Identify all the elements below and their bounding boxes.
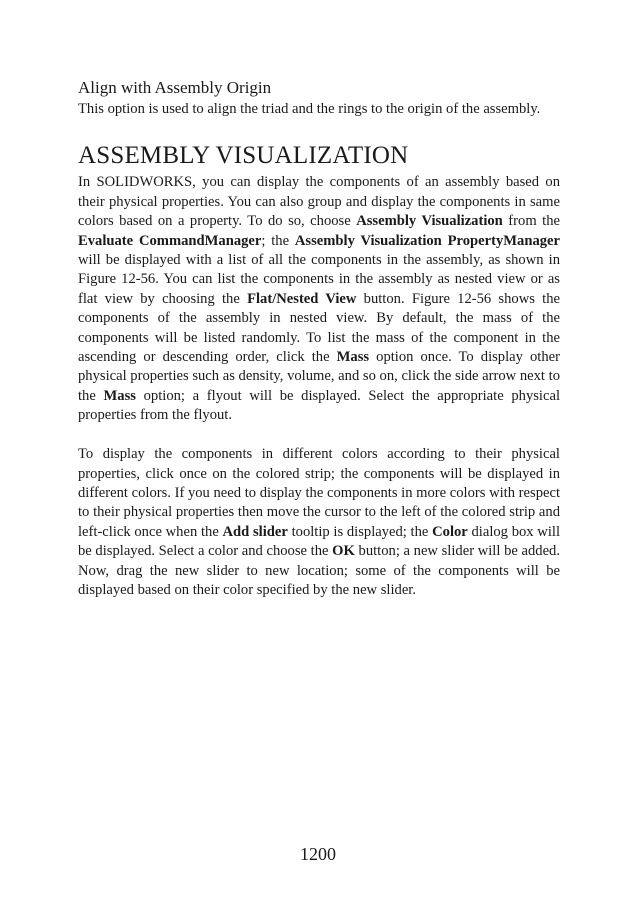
page-number: 1200 — [300, 844, 336, 864]
text-run: from the — [502, 213, 560, 230]
bold-term: Assembly Visualization — [356, 213, 503, 230]
text-run: dialog box will be displayed. Select a color and choose the — [78, 523, 560, 560]
bold-term: OK — [332, 543, 355, 560]
bold-term: Add slider — [222, 523, 288, 540]
paragraph-2 — [78, 445, 560, 600]
subsection-title: Align with Assembly Origin — [78, 78, 272, 97]
section-heading: ASSEMBLY VISUALIZATION — [78, 142, 409, 170]
text-run: button; a new slider will be added. Now, drag the new slider to new location; some of the components will be displayed based on their color specified by the new slider. — [78, 543, 560, 599]
bold-term: Flat/Nested View — [247, 290, 357, 307]
page-content — [78, 76, 560, 600]
text-run: In SOLIDWORKS, you can display the components of an assembly based on their physical properties. You can also group and display the components in same colors based on a property. To do so, choose — [78, 174, 560, 230]
bold-term: Evaluate CommandManager — [78, 232, 262, 249]
text-run: ; the — [261, 232, 295, 249]
bold-term: Mass — [103, 387, 136, 404]
text-run: button. Figure 12-56 shows the components of the assembly in nested view. By default, the mass of the components will be listed randomly. To list the mass of the component in the ascending or descending order, click the — [78, 290, 560, 366]
paragraph-gap — [78, 426, 560, 446]
bold-term: Assembly Visualization PropertyManager — [294, 232, 560, 249]
text-run: option; a flyout will be displayed. Select the appropriate physical properties from the flyout. — [78, 387, 560, 424]
text-run: tooltip is displayed; the — [287, 523, 433, 540]
bold-term: Mass — [336, 349, 370, 366]
subsection-body: This option is used to align the triad and the rings to the origin of the assembly. — [78, 101, 541, 117]
text-run: will be displayed with a list of all the components in the assembly, as shown in Figure 12-56. You can list the components in the assembly as nested view or as flat view by choosing the — [78, 252, 560, 307]
text-run: option once. To display other physical properties such as density, volume, and so on, click the side arrow next to the — [78, 349, 560, 404]
text-run: To display the components in different colors according to their physical properties, click once on the colored strip; the components will be displayed in different colors. If you need to display the components in more colors with respect to their physical properties then move the cursor to the left of the colored strip and left-click once when the — [78, 446, 561, 540]
paragraph-1 — [78, 173, 560, 425]
bold-term: Color — [432, 523, 468, 540]
